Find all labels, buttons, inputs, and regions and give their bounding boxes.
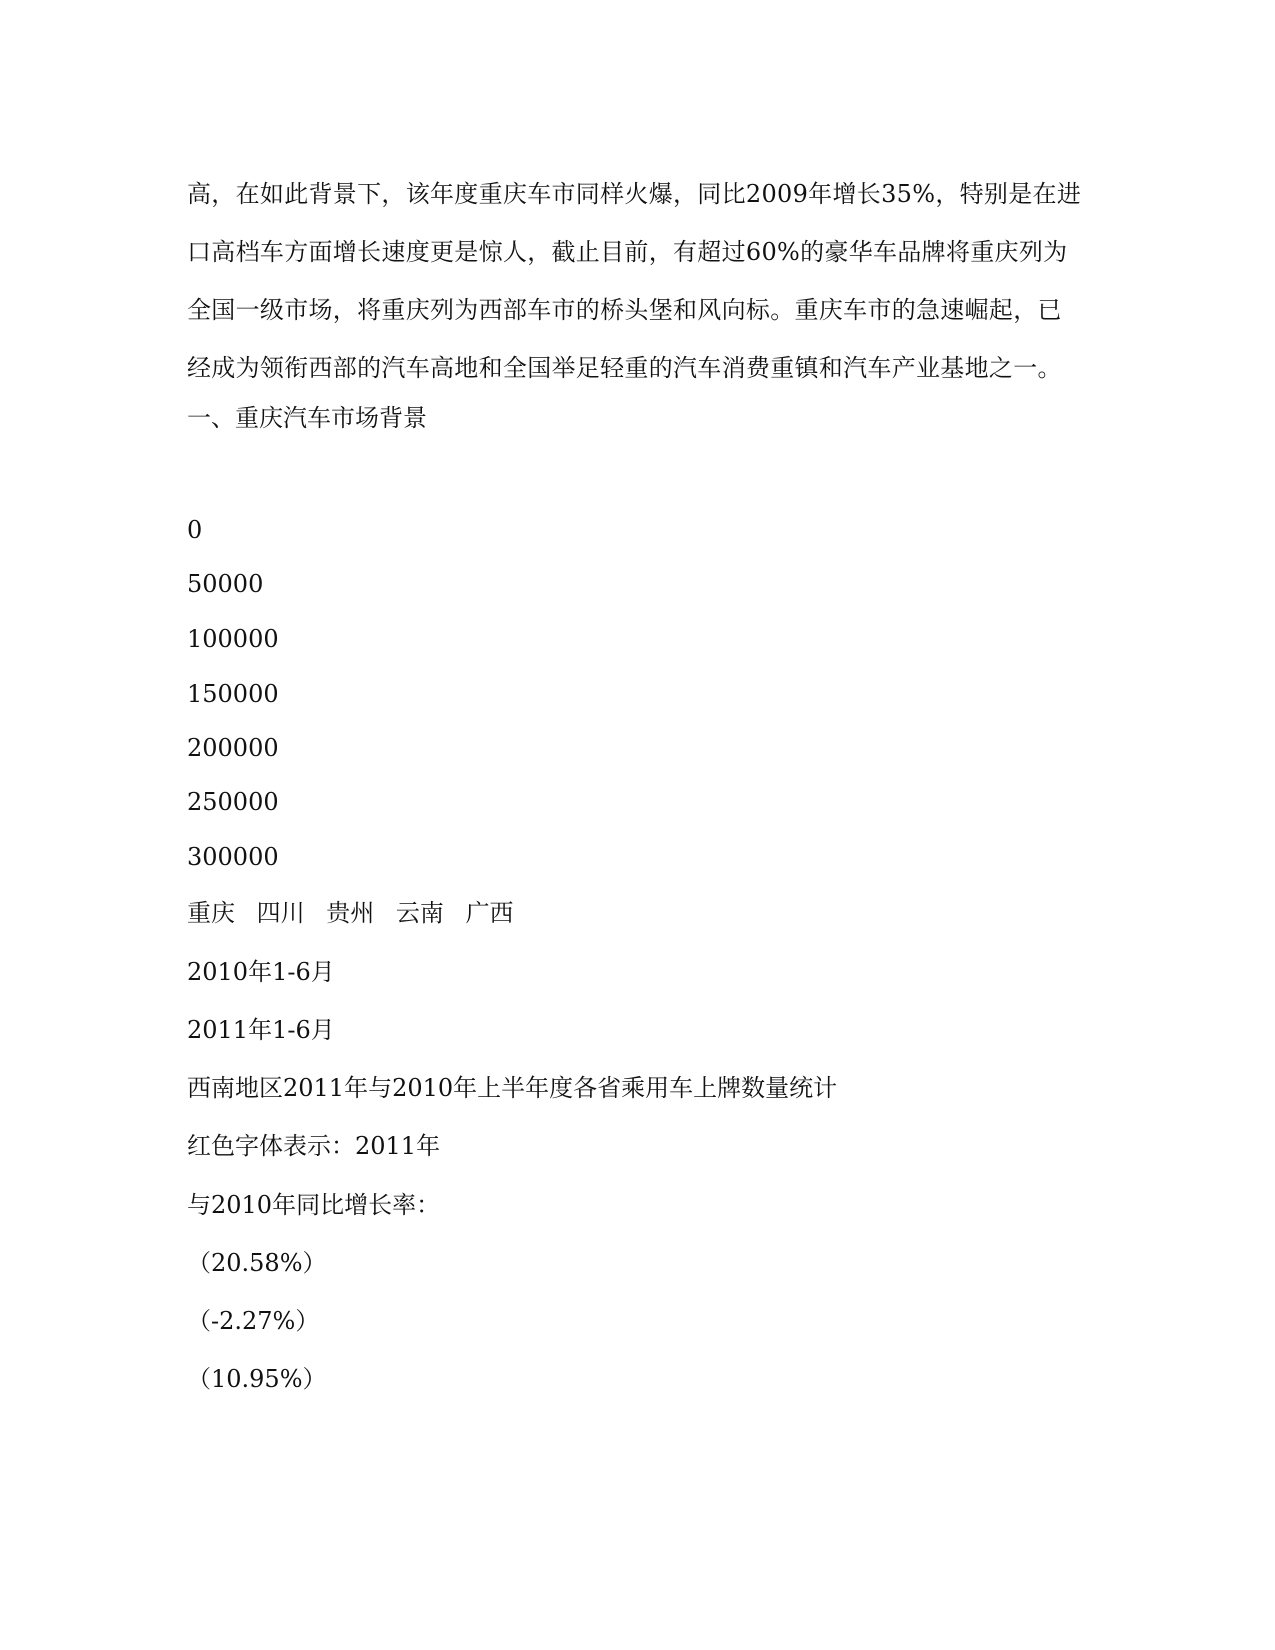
section-heading: 一、重庆汽车市场背景: [187, 404, 427, 432]
y-tick-label: 50000: [187, 570, 264, 598]
body-paragraph: [187, 165, 1087, 397]
y-tick-label: 200000: [187, 734, 279, 762]
legend-entry: 2011年1-6月: [187, 1016, 335, 1044]
chart-title: 西南地区2011年与2010年上半年度各省乘用车上牌数量统计: [187, 1074, 838, 1102]
category-label: 重庆: [187, 899, 235, 927]
note-line: 与2010年同比增长率：: [187, 1191, 441, 1219]
growth-rate: （20.58%）: [187, 1249, 327, 1277]
category-label: 广西: [465, 899, 514, 927]
paragraph-line: 经成为领衔西部的汽车高地和全国举足轻重的汽车消费重镇和汽车产业基地之一。: [187, 354, 1062, 382]
y-tick-label: 0: [187, 516, 203, 544]
growth-rate: （10.95%）: [187, 1365, 327, 1393]
y-tick-label: 100000: [187, 625, 279, 653]
paragraph-line: 高，在如此背景下，该年度重庆车市同样火爆，同比2009年增长35%，特别是在进: [187, 180, 1082, 208]
category-labels: [187, 897, 528, 929]
paragraph-line: 口高档车方面增长速度更是惊人，截止目前，有超过60%的豪华车品牌将重庆列为: [187, 238, 1068, 266]
y-tick-label: 250000: [187, 788, 279, 816]
note-line: 红色字体表示：2011年: [187, 1132, 441, 1160]
category-label: 云南: [395, 899, 444, 927]
y-tick-label: 300000: [187, 843, 279, 871]
category-label: 贵州: [326, 899, 375, 927]
legend-entry: 2010年1-6月: [187, 958, 335, 986]
y-tick-label: 150000: [187, 680, 279, 708]
paragraph-line: 全国一级市场，将重庆列为西部车市的桥头堡和风向标。重庆车市的急速崛起，已: [187, 296, 1062, 324]
category-label: 四川: [256, 899, 305, 927]
growth-rate: （-2.27%）: [187, 1307, 320, 1335]
